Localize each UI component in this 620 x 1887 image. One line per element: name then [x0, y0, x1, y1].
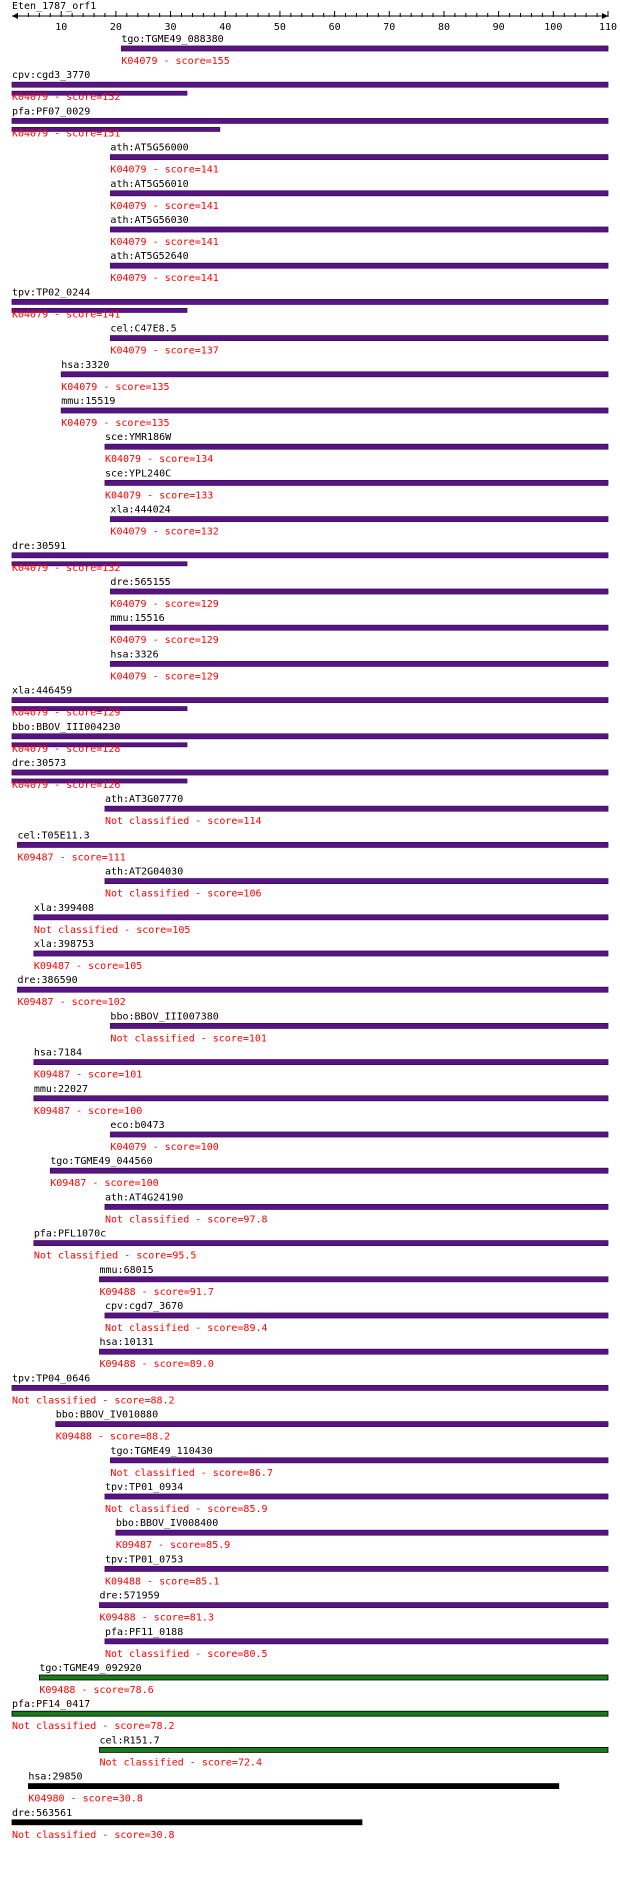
hit-row [34, 903, 608, 936]
axis-tick-label: 90 [492, 22, 505, 33]
hit-ko-score: Not classified - score=30.8 [12, 1829, 175, 1841]
hit-row [12, 1373, 608, 1406]
hit-row [50, 1156, 608, 1189]
hit-ko-score: K04079 - score=141 [110, 200, 219, 212]
hit-row [105, 1627, 608, 1660]
hit-ko-score: K04079 - score=132 [12, 562, 121, 574]
hit-ko-score: Not classified - score=114 [104, 816, 262, 828]
hit-name: mmu:15516 [110, 613, 165, 625]
hit-bar [110, 1023, 608, 1028]
axis-tick-label: 20 [109, 22, 122, 33]
hit-ko-score: K04079 - score=135 [61, 418, 170, 429]
hit-bar [34, 951, 608, 956]
hit-row [110, 1446, 608, 1479]
hit-ko-score: K04079 - score=132 [110, 526, 219, 538]
hit-bar [105, 879, 608, 884]
hit-row [99, 1591, 608, 1624]
hit-bar [61, 408, 608, 413]
hit-row [110, 179, 608, 212]
hit-bar [34, 915, 608, 920]
hit-bar [105, 1494, 608, 1499]
hit-row [12, 686, 608, 719]
hit-name: bbo:BBOV_IV010880 [55, 1409, 159, 1421]
hit-name: tpv:TP01_0753 [104, 1554, 184, 1566]
axis-tick-label: 40 [219, 22, 232, 33]
hit-name: xla:399408 [33, 902, 95, 914]
hit-bar [39, 1675, 608, 1680]
hit-bar [116, 1530, 608, 1535]
hit-bar [105, 1566, 608, 1571]
hit-ko-score: K04980 - score=30.8 [28, 1793, 143, 1805]
hit-row [12, 541, 608, 574]
hit-name: dre:565155 [110, 577, 171, 588]
hit-ko-score: K04079 - score=141 [110, 164, 219, 176]
hit-name: ath:AT2G04030 [104, 866, 184, 878]
hit-name: eco:b0473 [110, 1120, 165, 1131]
hit-row [61, 360, 608, 393]
hit-ko-score: Not classified - score=95.5 [33, 1250, 197, 1262]
hit-name: tgo:TGME49_092920 [39, 1663, 142, 1674]
hit-ko-score: K09487 - score=111 [17, 852, 126, 864]
axis-tick-label: 80 [437, 22, 450, 33]
hit-ko-score: Not classified - score=80.5 [104, 1648, 268, 1660]
hit-ko-score: K09488 - score=85.1 [104, 1576, 220, 1588]
hit-bar [110, 191, 608, 196]
hit-name: tpv:TP01_0934 [104, 1482, 184, 1493]
hit-bar [34, 1241, 608, 1246]
hit-ko-score: K04079 - score=135 [61, 381, 170, 393]
hit-row [28, 1772, 558, 1805]
hit-bar [110, 263, 608, 268]
hit-name: bbo:BBOV_IV008400 [115, 1518, 219, 1530]
hit-bar [17, 842, 608, 847]
hit-name: ath:AT3G07770 [104, 794, 184, 806]
hit-name: cel:T05E11.3 [17, 830, 90, 842]
hit-bar [99, 1277, 608, 1282]
hit-bar [110, 227, 608, 232]
hit-row [110, 215, 608, 248]
hit-name: pfa:PF14_0417 [12, 1699, 91, 1711]
axis-tick-label: 70 [383, 22, 396, 33]
hit-name: ath:AT4G24190 [104, 1192, 184, 1204]
hit-bar [105, 444, 608, 449]
hit-bar [121, 46, 608, 51]
hit-row [12, 722, 608, 755]
hit-bar [28, 1784, 558, 1789]
hit-ko-score: Not classified - score=105 [33, 924, 191, 936]
hit-name: mmu:68015 [99, 1264, 154, 1276]
hit-name: cel:C47E8.5 [110, 323, 177, 335]
hit-name: sce:YPL240C [104, 468, 172, 480]
hit-ko-score: K09487 - score=101 [33, 1069, 143, 1081]
hit-row [110, 649, 608, 682]
hit-bar [99, 1603, 608, 1608]
axis-tick-label: 60 [328, 22, 341, 33]
hit-name: mmu:22027 [33, 1083, 89, 1095]
hit-row [110, 613, 608, 646]
hit-row [34, 1048, 608, 1081]
hit-ko-score: K04079 - score=100 [110, 1142, 219, 1153]
hit-row [39, 1663, 608, 1696]
hit-ko-score: Not classified - score=106 [104, 888, 262, 900]
hit-ko-score: K09488 - score=78.6 [39, 1685, 154, 1696]
hit-ko-score: K04079 - score=141 [110, 273, 219, 285]
hit-name: hsa:3326 [110, 649, 159, 661]
hit-ko-score: K04079 - score=141 [12, 309, 121, 321]
hit-ko-score: K04079 - score=129 [12, 707, 121, 719]
hit-bar [12, 734, 608, 739]
hit-name: tgo:TGME49_110430 [110, 1445, 213, 1457]
hit-ko-score: K09487 - score=100 [33, 1105, 143, 1117]
axis-tick-label: 10 [55, 22, 68, 33]
hit-ko-score: K04079 - score=126 [12, 780, 121, 791]
hit-ko-score: K09488 - score=88.2 [55, 1431, 171, 1443]
hit-row [34, 939, 608, 972]
hit-ko-score: Not classified - score=101 [110, 1033, 267, 1045]
hit-row [99, 1735, 608, 1768]
hit-name: dre:30591 [12, 540, 67, 552]
axis-tick-label: 110 [598, 22, 618, 33]
hit-row [12, 106, 608, 139]
hit-bar [110, 661, 608, 666]
hit-ko-score: Not classified - score=97.8 [104, 1214, 268, 1226]
hit-row [110, 143, 608, 176]
hit-row [105, 432, 608, 465]
hit-name: tpv:TP04_0646 [12, 1373, 91, 1385]
hit-row [34, 1084, 608, 1117]
hit-ko-score: Not classified - score=89.4 [104, 1323, 268, 1334]
hit-name: dre:386590 [17, 975, 78, 987]
hit-name: ath:AT5G56010 [110, 178, 189, 190]
hit-bar [12, 698, 608, 703]
hit-bar [12, 1385, 608, 1390]
hit-bar [110, 1458, 608, 1463]
hit-row [110, 324, 608, 357]
hit-bar [105, 1204, 608, 1209]
hit-name: mmu:15519 [61, 396, 116, 407]
hit-ko-score: Not classified - score=88.2 [12, 1395, 175, 1407]
hit-ko-score: K09487 - score=105 [33, 961, 143, 972]
hit-bar [12, 118, 608, 123]
hit-row [105, 1482, 608, 1515]
hit-bar [99, 1747, 608, 1752]
hit-ko-score: K04079 - score=137 [110, 345, 219, 357]
hit-row [12, 1808, 362, 1841]
hit-name: pfa:PFL1070c [33, 1228, 107, 1240]
query-title: Eten_1787_orf1 [12, 1, 97, 12]
hit-bar [110, 1132, 608, 1137]
hit-bar [34, 1060, 608, 1065]
hit-row [61, 396, 608, 429]
hit-row [110, 505, 608, 538]
hit-bar [17, 987, 608, 992]
axis-right-arrow [602, 13, 608, 19]
hit-bar [12, 1820, 362, 1825]
hit-bar [110, 589, 608, 594]
axis-tick-label: 50 [273, 22, 286, 33]
hit-row [99, 1337, 608, 1370]
hit-bar [110, 625, 608, 630]
hit-bar [12, 770, 608, 775]
hit-ko-score: K09487 - score=85.9 [115, 1540, 231, 1552]
hit-name: hsa:3320 [61, 359, 110, 371]
hit-bar [105, 1313, 608, 1318]
hit-ko-score: K04079 - score=133 [104, 490, 214, 502]
hit-row [34, 1229, 608, 1262]
hit-bar [34, 1096, 608, 1101]
hit-name: xla:444024 [110, 504, 171, 516]
hit-ko-score: Not classified - score=72.4 [99, 1757, 263, 1769]
hit-row [12, 758, 608, 791]
hit-bar [105, 480, 608, 485]
hit-name: bbo:BBOV_III007380 [110, 1011, 219, 1023]
hit-name: tpv:TP02_0244 [12, 287, 91, 299]
hit-bar [12, 1711, 608, 1716]
hit-bar [99, 1349, 608, 1354]
hit-bar [110, 155, 608, 160]
hit-bar [56, 1422, 608, 1427]
hit-name: dre:30573 [12, 758, 67, 769]
hit-bar [12, 553, 608, 558]
hit-bar [110, 336, 608, 341]
hit-name: xla:446459 [12, 685, 73, 697]
hit-name: ath:AT5G52640 [110, 251, 189, 263]
hit-row [12, 70, 608, 103]
axis-tick-label: 30 [164, 22, 177, 33]
hit-name: hsa:29850 [28, 1771, 83, 1783]
hit-ko-score: K09487 - score=102 [17, 997, 126, 1009]
hit-row [12, 287, 608, 320]
hit-ko-score: K04079 - score=141 [110, 237, 219, 248]
hit-row [17, 830, 608, 863]
hit-row [110, 251, 608, 284]
hit-name: tgo:TGME49_088380 [121, 34, 224, 45]
hit-name: pfa:PF07_0029 [12, 106, 91, 118]
hit-row [56, 1410, 608, 1443]
hit-row [12, 1699, 608, 1732]
hit-row [116, 1518, 608, 1551]
hit-ko-score: Not classified - score=78.2 [12, 1721, 175, 1733]
hit-name: dre:571959 [99, 1590, 160, 1602]
hit-name: pfa:PF11_0188 [104, 1626, 184, 1638]
hit-row [105, 1554, 608, 1587]
hit-name: xla:398753 [33, 939, 95, 950]
hit-row [105, 468, 608, 501]
hit-row [17, 975, 608, 1008]
hit-ko-score: K04079 - score=129 [110, 671, 219, 683]
hit-bar [50, 1168, 608, 1173]
hit-ko-score: K04079 - score=129 [110, 635, 219, 647]
hit-name: cpv:cgd3_3770 [12, 70, 91, 82]
hit-row [99, 1265, 608, 1298]
hit-bar [12, 82, 608, 87]
hit-bar [105, 806, 608, 811]
hit-name: dre:563561 [12, 1807, 73, 1819]
position-axis [12, 11, 617, 33]
hit-name: hsa:10131 [99, 1337, 154, 1349]
hit-ko-score: K04079 - score=129 [110, 599, 219, 610]
hit-bar [61, 372, 608, 377]
hit-row [121, 34, 608, 67]
hit-name: sce:YMR186W [104, 432, 172, 444]
hit-bar [12, 299, 608, 304]
hit-ko-score: Not classified - score=85.9 [104, 1504, 268, 1515]
axis-tick-label: 100 [544, 22, 563, 33]
hit-row [110, 1011, 608, 1044]
hit-row [110, 577, 608, 610]
hit-bar [110, 517, 608, 522]
hit-name: ath:AT5G56000 [110, 142, 189, 154]
hit-ko-score: K09488 - score=89.0 [99, 1359, 214, 1371]
hit-ko-score: K04079 - score=152 [12, 92, 121, 104]
hit-ko-score: K09488 - score=91.7 [99, 1286, 214, 1298]
hit-ko-score: K04079 - score=151 [12, 128, 121, 140]
hit-ko-score: K09487 - score=100 [50, 1178, 159, 1190]
hit-name: ath:AT5G56030 [110, 215, 189, 226]
hit-name: hsa:7184 [33, 1047, 83, 1059]
hit-name: cel:R151.7 [99, 1735, 160, 1747]
hit-ko-score: K04079 - score=155 [121, 56, 230, 67]
hit-list [12, 34, 608, 1841]
hit-row [105, 1301, 608, 1334]
hit-bar [105, 1639, 608, 1644]
hit-ko-score: Not classified - score=86.7 [110, 1467, 273, 1479]
hit-row [110, 1120, 608, 1153]
hit-row [105, 1192, 608, 1225]
hit-name: tgo:TGME49_044560 [50, 1156, 153, 1168]
hit-row [105, 794, 608, 827]
hit-name: cpv:cgd7_3670 [104, 1301, 184, 1312]
hit-row [105, 867, 608, 900]
hit-name: bbo:BBOV_III004230 [12, 721, 121, 733]
hit-ko-score: K09488 - score=81.3 [99, 1612, 214, 1624]
hit-ko-score: K04079 - score=134 [104, 454, 214, 466]
hit-ko-score: K04079 - score=128 [12, 743, 121, 755]
